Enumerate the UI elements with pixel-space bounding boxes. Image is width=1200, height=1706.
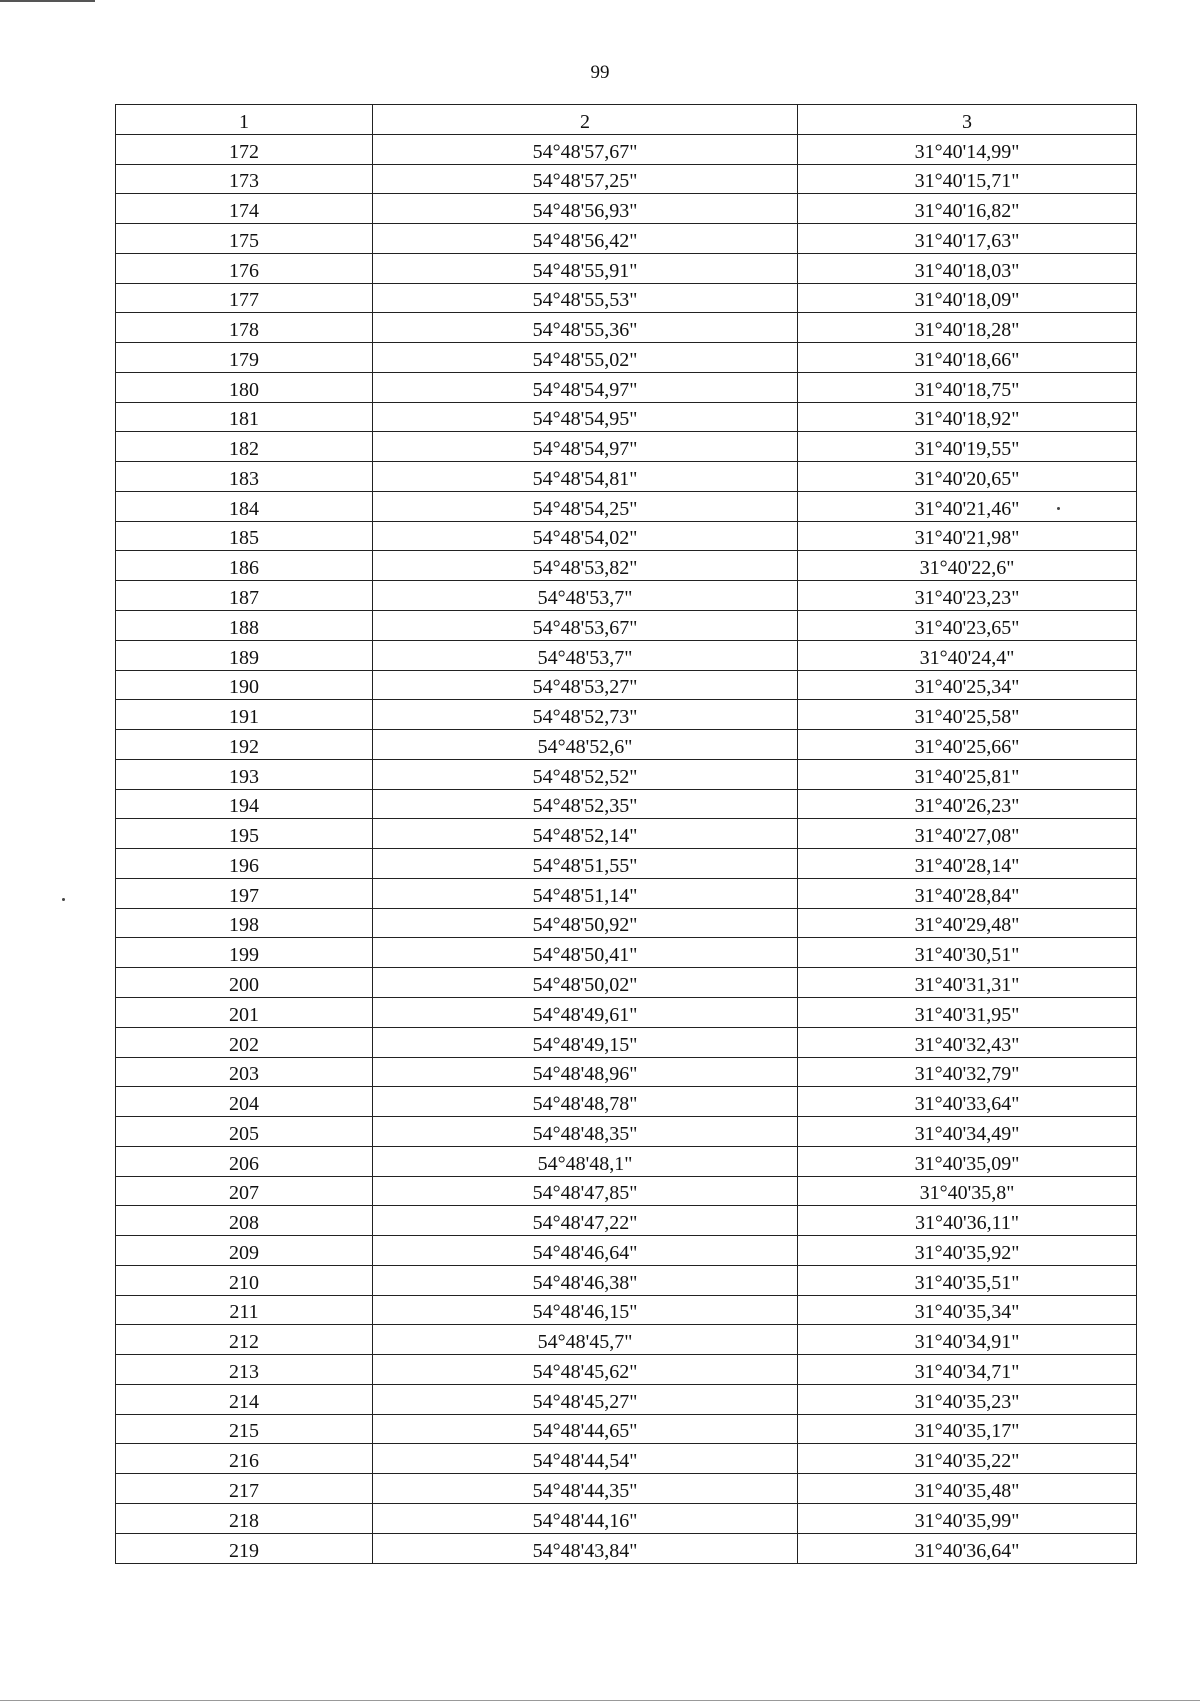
point-number-cell: 183 [116, 462, 373, 492]
page-number: 99 [590, 62, 610, 83]
table-row [116, 224, 1137, 254]
latitude-cell: 54°48'44,54" [373, 1444, 798, 1474]
point-number-cell: 188 [116, 611, 373, 641]
latitude-cell: 54°48'55,02" [373, 343, 798, 373]
table-row [116, 432, 1137, 462]
longitude-cell: 31°40'28,14" [798, 849, 1137, 879]
latitude-cell: 54°48'45,62" [373, 1355, 798, 1385]
table-row [116, 1117, 1137, 1147]
table-row [116, 402, 1137, 432]
table-body [116, 105, 1137, 1564]
longitude-cell: 31°40'18,92" [798, 402, 1137, 432]
table-row [116, 372, 1137, 402]
latitude-cell: 54°48'52,14" [373, 819, 798, 849]
point-number-cell: 193 [116, 759, 373, 789]
latitude-cell: 54°48'47,85" [373, 1176, 798, 1206]
longitude-cell: 31°40'25,81" [798, 759, 1137, 789]
longitude-cell: 31°40'23,23" [798, 581, 1137, 611]
longitude-cell: 31°40'25,58" [798, 700, 1137, 730]
latitude-cell: 54°48'44,65" [373, 1414, 798, 1444]
table-row [116, 313, 1137, 343]
point-number-cell: 187 [116, 581, 373, 611]
point-number-cell: 194 [116, 789, 373, 819]
table-row [116, 1325, 1137, 1355]
point-number-cell: 202 [116, 1027, 373, 1057]
point-number-cell: 210 [116, 1265, 373, 1295]
table-row [116, 1384, 1137, 1414]
longitude-cell: 31°40'25,66" [798, 730, 1137, 760]
latitude-cell: 54°48'46,38" [373, 1265, 798, 1295]
latitude-cell: 54°48'54,81" [373, 462, 798, 492]
table-row [116, 194, 1137, 224]
table-row [116, 134, 1137, 164]
table-row [116, 343, 1137, 373]
point-number-cell: 207 [116, 1176, 373, 1206]
table-row [116, 700, 1137, 730]
point-number-cell: 211 [116, 1295, 373, 1325]
longitude-cell: 31°40'36,11" [798, 1206, 1137, 1236]
longitude-cell: 31°40'35,23" [798, 1384, 1137, 1414]
latitude-cell: 54°48'48,1" [373, 1146, 798, 1176]
point-number-cell: 197 [116, 878, 373, 908]
table-row [116, 938, 1137, 968]
table-row [116, 521, 1137, 551]
latitude-cell: 54°48'46,64" [373, 1236, 798, 1266]
latitude-cell: 54°48'46,15" [373, 1295, 798, 1325]
longitude-cell: 31°40'24,4" [798, 640, 1137, 670]
longitude-cell: 31°40'21,46" [798, 491, 1137, 521]
table-row [116, 1355, 1137, 1385]
longitude-cell: 31°40'16,82" [798, 194, 1137, 224]
table-row [116, 1236, 1137, 1266]
table-row [116, 1146, 1137, 1176]
longitude-cell: 31°40'19,55" [798, 432, 1137, 462]
point-number-cell: 190 [116, 670, 373, 700]
table-row [116, 1206, 1137, 1236]
table-row [116, 1444, 1137, 1474]
point-number-cell: 186 [116, 551, 373, 581]
longitude-cell: 31°40'18,28" [798, 313, 1137, 343]
longitude-cell: 31°40'29,48" [798, 908, 1137, 938]
longitude-cell: 31°40'36,64" [798, 1533, 1137, 1563]
longitude-cell: 31°40'22,6" [798, 551, 1137, 581]
latitude-cell: 54°48'44,16" [373, 1503, 798, 1533]
point-number-cell: 206 [116, 1146, 373, 1176]
point-number-cell: 199 [116, 938, 373, 968]
longitude-cell: 31°40'18,66" [798, 343, 1137, 373]
longitude-cell: 31°40'33,64" [798, 1087, 1137, 1117]
point-number-cell: 219 [116, 1533, 373, 1563]
longitude-cell: 31°40'35,92" [798, 1236, 1137, 1266]
table-row [116, 1414, 1137, 1444]
longitude-cell: 31°40'18,03" [798, 253, 1137, 283]
latitude-cell: 54°48'44,35" [373, 1474, 798, 1504]
longitude-cell: 31°40'27,08" [798, 819, 1137, 849]
point-number-cell: 177 [116, 283, 373, 313]
table-row [116, 640, 1137, 670]
table-row [116, 1295, 1137, 1325]
table-row [116, 462, 1137, 492]
latitude-cell: 54°48'54,97" [373, 432, 798, 462]
latitude-cell: 54°48'54,02" [373, 521, 798, 551]
latitude-cell: 54°48'49,15" [373, 1027, 798, 1057]
latitude-cell: 54°48'52,52" [373, 759, 798, 789]
bottom-edge-line [0, 1700, 1200, 1701]
point-number-cell: 213 [116, 1355, 373, 1385]
latitude-cell: 54°48'43,84" [373, 1533, 798, 1563]
latitude-cell: 54°48'53,7" [373, 581, 798, 611]
latitude-cell: 54°48'55,36" [373, 313, 798, 343]
table-row [116, 164, 1137, 194]
table-row [116, 819, 1137, 849]
longitude-cell: 31°40'35,99" [798, 1503, 1137, 1533]
table-row [116, 1027, 1137, 1057]
latitude-cell: 54°48'50,92" [373, 908, 798, 938]
point-number-cell: 182 [116, 432, 373, 462]
latitude-cell: 54°48'52,73" [373, 700, 798, 730]
longitude-cell: 31°40'23,65" [798, 611, 1137, 641]
table-row [116, 581, 1137, 611]
latitude-cell: 54°48'45,27" [373, 1384, 798, 1414]
column-header: 3 [798, 105, 1137, 135]
table-row [116, 1474, 1137, 1504]
point-number-cell: 218 [116, 1503, 373, 1533]
longitude-cell: 31°40'28,84" [798, 878, 1137, 908]
table-row [116, 1503, 1137, 1533]
latitude-cell: 54°48'52,6" [373, 730, 798, 760]
longitude-cell: 31°40'31,31" [798, 968, 1137, 998]
point-number-cell: 181 [116, 402, 373, 432]
point-number-cell: 173 [116, 164, 373, 194]
point-number-cell: 191 [116, 700, 373, 730]
table-row [116, 878, 1137, 908]
longitude-cell: 31°40'20,65" [798, 462, 1137, 492]
table-row [116, 551, 1137, 581]
table-row [116, 759, 1137, 789]
latitude-cell: 54°48'54,95" [373, 402, 798, 432]
latitude-cell: 54°48'56,93" [373, 194, 798, 224]
point-number-cell: 217 [116, 1474, 373, 1504]
latitude-cell: 54°48'48,35" [373, 1117, 798, 1147]
longitude-cell: 31°40'35,51" [798, 1265, 1137, 1295]
longitude-cell: 31°40'35,22" [798, 1444, 1137, 1474]
column-header: 2 [373, 105, 798, 135]
latitude-cell: 54°48'47,22" [373, 1206, 798, 1236]
longitude-cell: 31°40'25,34" [798, 670, 1137, 700]
scan-speck [62, 898, 65, 901]
latitude-cell: 54°48'50,41" [373, 938, 798, 968]
table-row [116, 908, 1137, 938]
point-number-cell: 176 [116, 253, 373, 283]
table-row [116, 1057, 1137, 1087]
latitude-cell: 54°48'52,35" [373, 789, 798, 819]
point-number-cell: 216 [116, 1444, 373, 1474]
point-number-cell: 175 [116, 224, 373, 254]
latitude-cell: 54°48'55,91" [373, 253, 798, 283]
longitude-cell: 31°40'30,51" [798, 938, 1137, 968]
point-number-cell: 203 [116, 1057, 373, 1087]
latitude-cell: 54°48'53,27" [373, 670, 798, 700]
longitude-cell: 31°40'15,71" [798, 164, 1137, 194]
longitude-cell: 31°40'17,63" [798, 224, 1137, 254]
table-row [116, 997, 1137, 1027]
longitude-cell: 31°40'34,71" [798, 1355, 1137, 1385]
point-number-cell: 208 [116, 1206, 373, 1236]
point-number-cell: 195 [116, 819, 373, 849]
point-number-cell: 178 [116, 313, 373, 343]
point-number-cell: 205 [116, 1117, 373, 1147]
point-number-cell: 184 [116, 491, 373, 521]
point-number-cell: 192 [116, 730, 373, 760]
table-row [116, 491, 1137, 521]
table-row [116, 849, 1137, 879]
latitude-cell: 54°48'53,82" [373, 551, 798, 581]
latitude-cell: 54°48'53,67" [373, 611, 798, 641]
table-header-row [116, 105, 1137, 135]
table-row [116, 1176, 1137, 1206]
table-row [116, 789, 1137, 819]
longitude-cell: 31°40'31,95" [798, 997, 1137, 1027]
longitude-cell: 31°40'35,09" [798, 1146, 1137, 1176]
latitude-cell: 54°48'45,7" [373, 1325, 798, 1355]
latitude-cell: 54°48'51,14" [373, 878, 798, 908]
table-row [116, 253, 1137, 283]
latitude-cell: 54°48'55,53" [373, 283, 798, 313]
point-number-cell: 180 [116, 372, 373, 402]
point-number-cell: 201 [116, 997, 373, 1027]
longitude-cell: 31°40'34,91" [798, 1325, 1137, 1355]
point-number-cell: 196 [116, 849, 373, 879]
longitude-cell: 31°40'18,09" [798, 283, 1137, 313]
point-number-cell: 185 [116, 521, 373, 551]
point-number-cell: 172 [116, 134, 373, 164]
longitude-cell: 31°40'32,43" [798, 1027, 1137, 1057]
table-row [116, 968, 1137, 998]
latitude-cell: 54°48'48,78" [373, 1087, 798, 1117]
longitude-cell: 31°40'18,75" [798, 372, 1137, 402]
longitude-cell: 31°40'35,17" [798, 1414, 1137, 1444]
latitude-cell: 54°48'57,25" [373, 164, 798, 194]
scan-speck [1057, 507, 1060, 510]
point-number-cell: 189 [116, 640, 373, 670]
longitude-cell: 31°40'35,8" [798, 1176, 1137, 1206]
latitude-cell: 54°48'50,02" [373, 968, 798, 998]
latitude-cell: 54°48'54,25" [373, 491, 798, 521]
point-number-cell: 214 [116, 1384, 373, 1414]
latitude-cell: 54°48'48,96" [373, 1057, 798, 1087]
latitude-cell: 54°48'57,67" [373, 134, 798, 164]
point-number-cell: 174 [116, 194, 373, 224]
table-row [116, 611, 1137, 641]
point-number-cell: 198 [116, 908, 373, 938]
point-number-cell: 179 [116, 343, 373, 373]
latitude-cell: 54°48'49,61" [373, 997, 798, 1027]
top-rule [0, 0, 95, 2]
latitude-cell: 54°48'54,97" [373, 372, 798, 402]
point-number-cell: 212 [116, 1325, 373, 1355]
table-row [116, 283, 1137, 313]
latitude-cell: 54°48'56,42" [373, 224, 798, 254]
point-number-cell: 215 [116, 1414, 373, 1444]
table-row [116, 1087, 1137, 1117]
coordinates-table [115, 104, 1137, 1564]
column-header: 1 [116, 105, 373, 135]
longitude-cell: 31°40'21,98" [798, 521, 1137, 551]
longitude-cell: 31°40'35,48" [798, 1474, 1137, 1504]
latitude-cell: 54°48'51,55" [373, 849, 798, 879]
point-number-cell: 209 [116, 1236, 373, 1266]
table-row [116, 1265, 1137, 1295]
point-number-cell: 200 [116, 968, 373, 998]
table-row [116, 730, 1137, 760]
longitude-cell: 31°40'35,34" [798, 1295, 1137, 1325]
table-row [116, 1533, 1137, 1563]
longitude-cell: 31°40'34,49" [798, 1117, 1137, 1147]
table-row [116, 670, 1137, 700]
latitude-cell: 54°48'53,7" [373, 640, 798, 670]
longitude-cell: 31°40'14,99" [798, 134, 1137, 164]
longitude-cell: 31°40'26,23" [798, 789, 1137, 819]
longitude-cell: 31°40'32,79" [798, 1057, 1137, 1087]
point-number-cell: 204 [116, 1087, 373, 1117]
